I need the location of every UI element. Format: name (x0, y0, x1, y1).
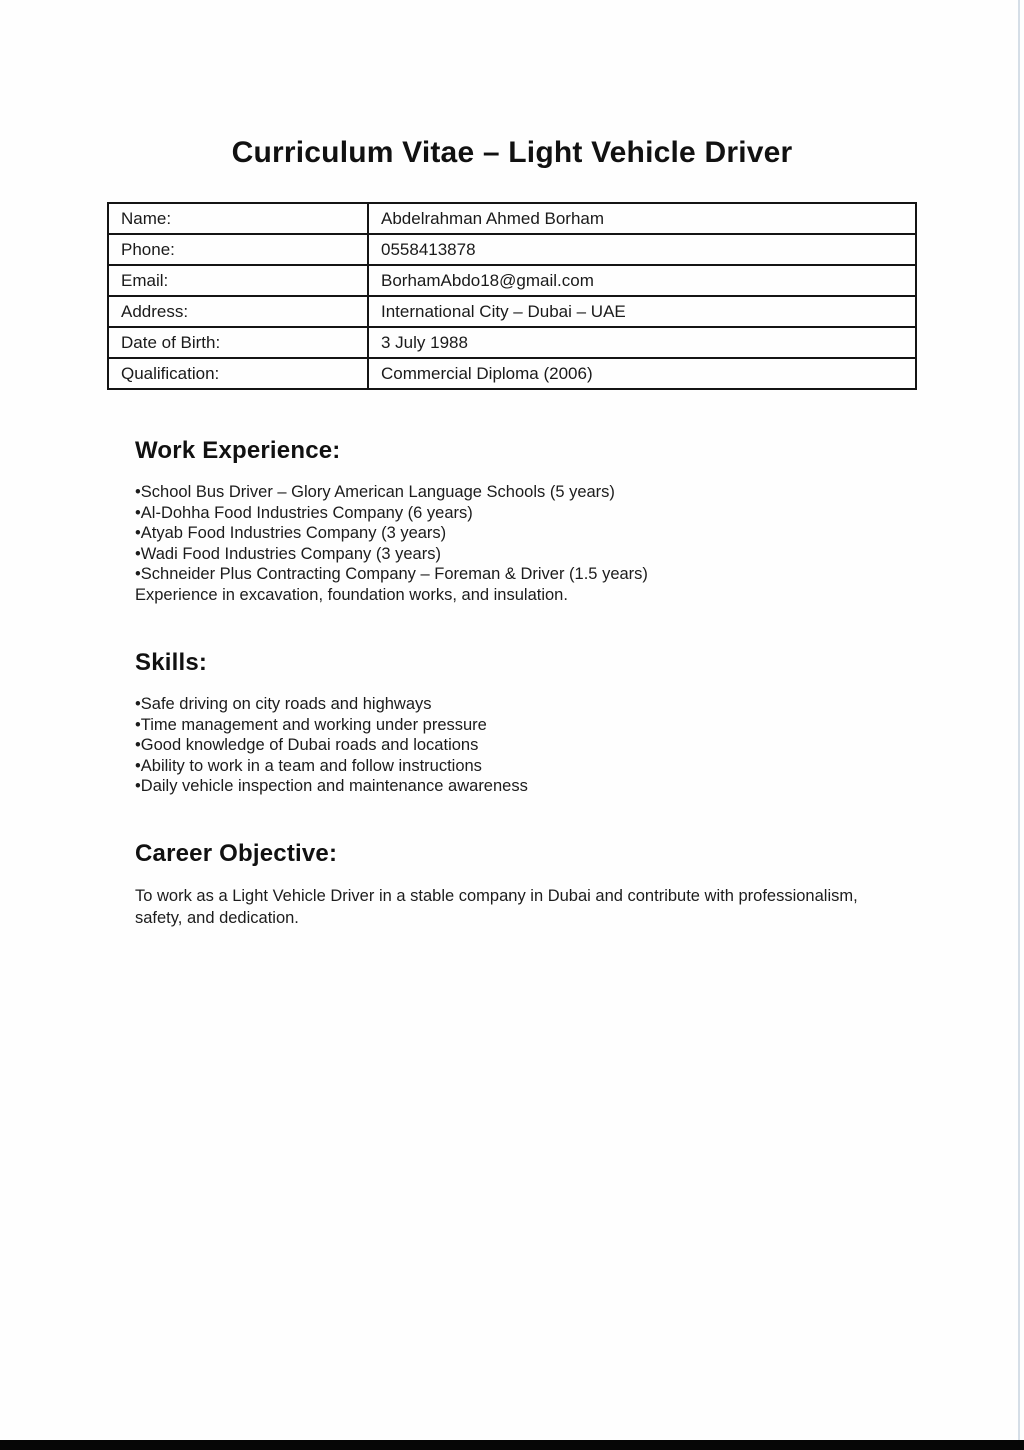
scan-bottom-edge (0, 1440, 1024, 1450)
table-row (108, 327, 916, 358)
list-item: • Atyab Food Industries Company (3 years) (135, 523, 915, 544)
list-item: • Time management and working under pressure (135, 715, 915, 736)
info-value-phone: 0558413878 (368, 234, 916, 265)
info-value-qualification: Commercial Diploma (2006) (368, 358, 916, 389)
info-label-address: Address: (108, 296, 368, 327)
table-row (108, 203, 916, 234)
work-experience-heading: Work Experience: (135, 437, 341, 464)
list-item: • Al-Dohha Food Industries Company (6 years) (135, 503, 915, 524)
work-experience-list (135, 482, 915, 585)
table-row (108, 296, 916, 327)
table-row (108, 234, 916, 265)
list-item: • Wadi Food Industries Company (3 years) (135, 544, 915, 565)
list-item: • School Bus Driver – Glory American Language Schools (5 years) (135, 482, 915, 503)
work-experience-section (135, 437, 915, 605)
personal-info-table (107, 202, 917, 390)
info-label-phone: Phone: (108, 234, 368, 265)
scan-edge-line (1018, 0, 1020, 1450)
info-value-address: International City – Dubai – UAE (368, 296, 916, 327)
info-value-name: Abdelrahman Ahmed Borham (368, 203, 916, 234)
table-row (108, 265, 916, 296)
list-item: • Ability to work in a team and follow instructions (135, 756, 915, 777)
skills-heading: Skills: (135, 649, 208, 676)
info-label-qualification: Qualification: (108, 358, 368, 389)
info-label-dob: Date of Birth: (108, 327, 368, 358)
list-item: • Safe driving on city roads and highways (135, 694, 915, 715)
table-row (108, 358, 916, 389)
info-label-name: Name: (108, 203, 368, 234)
skills-list (135, 694, 915, 797)
career-objective-section (135, 840, 915, 929)
list-item: • Schneider Plus Contracting Company – Foreman & Driver (1.5 years) (135, 564, 915, 585)
career-objective-heading: Career Objective: (135, 840, 338, 867)
page-title: Curriculum Vitae – Light Vehicle Driver (231, 136, 793, 169)
info-value-email: BorhamAbdo18@gmail.com (368, 265, 916, 296)
career-objective-text: To work as a Light Vehicle Driver in a stable company in Dubai and contribute with professionalism, safety, and dedication. (135, 887, 858, 927)
list-item: • Good knowledge of Dubai roads and locations (135, 735, 915, 756)
info-value-dob: 3 July 1988 (368, 327, 916, 358)
list-item: • Daily vehicle inspection and maintenance awareness (135, 776, 915, 797)
info-label-email: Email: (108, 265, 368, 296)
work-experience-note: Experience in excavation, foundation works, and insulation. (135, 585, 568, 604)
skills-section (135, 649, 915, 797)
